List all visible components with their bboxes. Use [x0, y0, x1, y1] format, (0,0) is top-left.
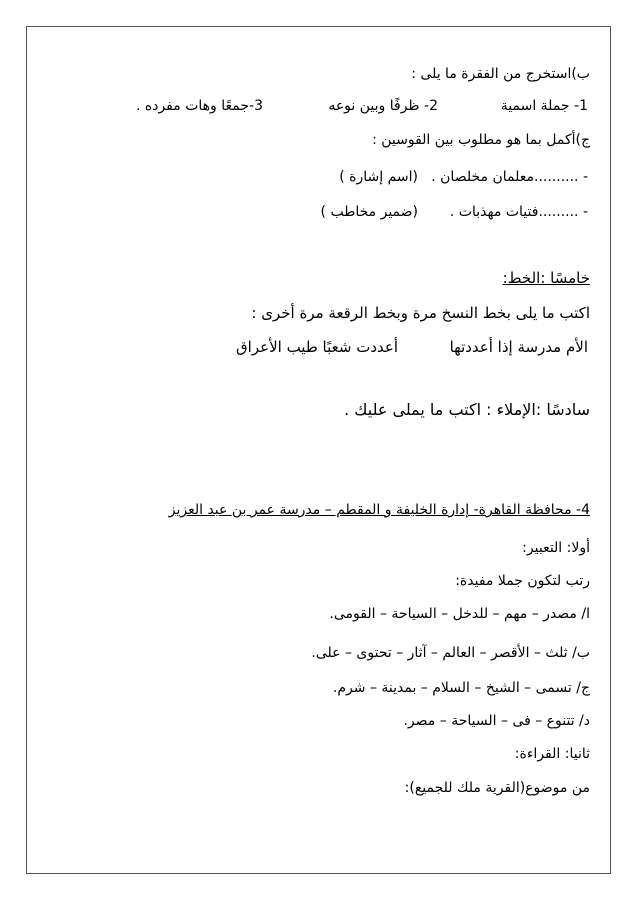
- part-c-item-2: [321, 202, 588, 222]
- first-heading: أولا: التعبير:: [522, 540, 590, 556]
- arrange-item-d: د/ تتنوع – فى – السياحة – مصر.: [403, 713, 590, 729]
- arrange-item-b: ب/ ثلث – الأقصر – العالم – آثار – تحتوى – على.: [311, 645, 590, 661]
- part-b-item-2: 2- ظرفًا وبين نوعه: [328, 98, 438, 114]
- part-c-heading: ج)أكمل بما هو مطلوب بين القوسين :: [372, 132, 590, 148]
- part-b-item-3: 3-جمعًا وهات مفرده .: [135, 98, 263, 114]
- part-c-item-2-text: - .........فتيات مهذبات .: [449, 204, 588, 220]
- part-c-item-2-hint: (ضمير مخاطب ): [320, 204, 418, 220]
- section5-verse: [236, 337, 588, 357]
- arrange-item-a: ا/ مصدر – مهم – للدخل – السياحة – القومى.: [329, 606, 590, 622]
- reading-topic: من موضوع(القرية ملك للجميع):: [404, 780, 590, 796]
- part-b-heading: ب)استخرج من الفقرة ما يلى :: [411, 66, 590, 82]
- part-b-items: [136, 96, 588, 116]
- section5-instruction: اكتب ما يلى بخط النسخ مرة وبخط الرقعة مرة أخرى :: [251, 304, 590, 322]
- section6-dictation: سادسًا :الإملاء : اكتب ما يملى عليك .: [344, 400, 590, 419]
- section5-verse-part-2: أعددت شعبًا طيب الأعراق: [236, 338, 398, 356]
- part-c-item-1: [339, 167, 588, 187]
- section5-verse-part-1: الأم مدرسة إذا أعددتها: [449, 338, 588, 356]
- region-heading: 4- محافظة القاهرة- إدارة الخليفة و المقطم – مدرسة عمر بن عبد العزيز: [168, 502, 590, 518]
- arrange-instruction: رتب لتكون جملا مفيدة:: [455, 573, 590, 589]
- arrange-item-c: ج/ تسمى – الشيخ – السلام – بمدينة – شرم.: [332, 680, 590, 696]
- part-c-item-1-text: - ..........معلمان مخلصان .: [431, 169, 588, 185]
- part-c-item-1-hint: (اسم إشارة ): [339, 169, 418, 185]
- second-heading: ثانيا: القراءة:: [514, 746, 590, 762]
- section5-title: خامسًا :الخط:: [502, 269, 590, 287]
- part-b-item-1: 1- جملة اسمية: [500, 98, 588, 114]
